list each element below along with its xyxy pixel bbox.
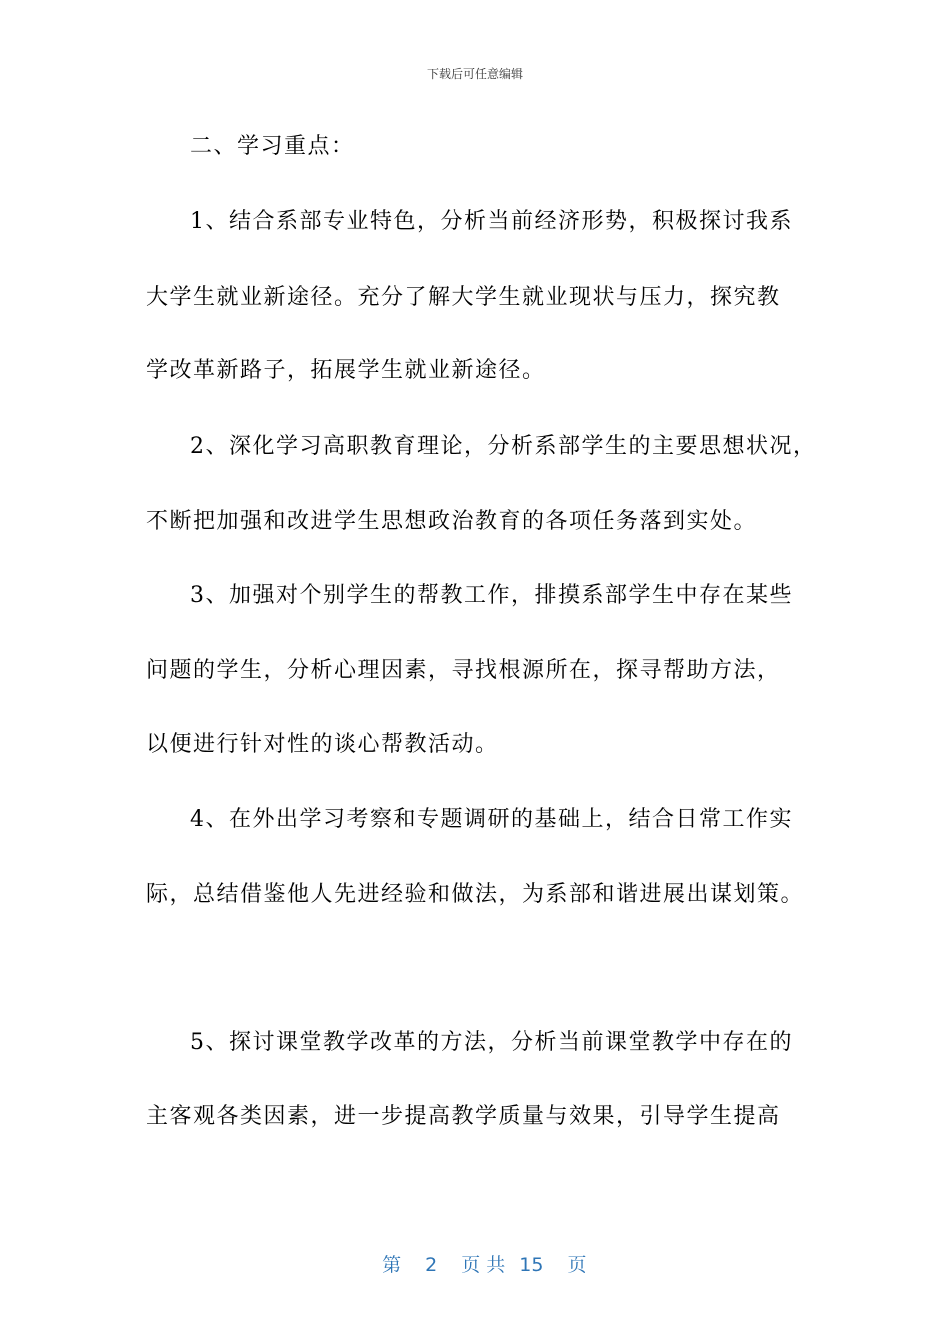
paragraph-line: 2、深化学习高职教育理论，分析系部学生的主要思想状况， <box>190 434 817 459</box>
footer-middle: 页 共 <box>461 1254 506 1276</box>
paragraph-line: 1、结合系部专业特色，分析当前经济形势，积极探讨我系 <box>190 209 793 234</box>
paragraph-line: 际，总结借鉴他人先进经验和做法，为系部和谐进展出谋划策。 <box>146 882 805 907</box>
footer-prefix: 第 <box>382 1254 402 1276</box>
paragraph-line: 问题的学生，分析心理因素，寻找根源所在，探寻帮助方法， <box>146 658 781 683</box>
section-title: 二、学习重点： <box>190 134 355 159</box>
paragraph-line: 4、在外出学习考察和专题调研的基础上，结合日常工作实 <box>190 807 793 832</box>
paragraph-line: 3、加强对个别学生的帮教工作，排摸系部学生中存在某些 <box>190 583 793 608</box>
paragraph-line: 5、探讨课堂教学改革的方法，分析当前课堂教学中存在的 <box>190 1030 793 1055</box>
footer-current-page: 2 <box>425 1254 438 1276</box>
paragraph-line: 学改革新路子，拓展学生就业新途径。 <box>146 358 546 383</box>
page-footer <box>370 1226 586 1278</box>
paragraph-line: 主客观各类因素，进一步提高教学质量与效果，引导学生提高 <box>146 1104 781 1129</box>
paragraph-line: 不断把加强和改进学生思想政治教育的各项任务落到实处。 <box>146 509 758 534</box>
paragraph-line: 以便进行针对性的谈心帮教活动。 <box>146 732 499 757</box>
header-note: 下载后可任意编辑 <box>426 67 523 81</box>
paragraph-line: 大学生就业新途径。充分了解大学生就业现状与压力，探究教 <box>146 285 781 310</box>
footer-suffix: 页 <box>567 1254 587 1276</box>
footer-total-pages: 15 <box>519 1254 544 1276</box>
